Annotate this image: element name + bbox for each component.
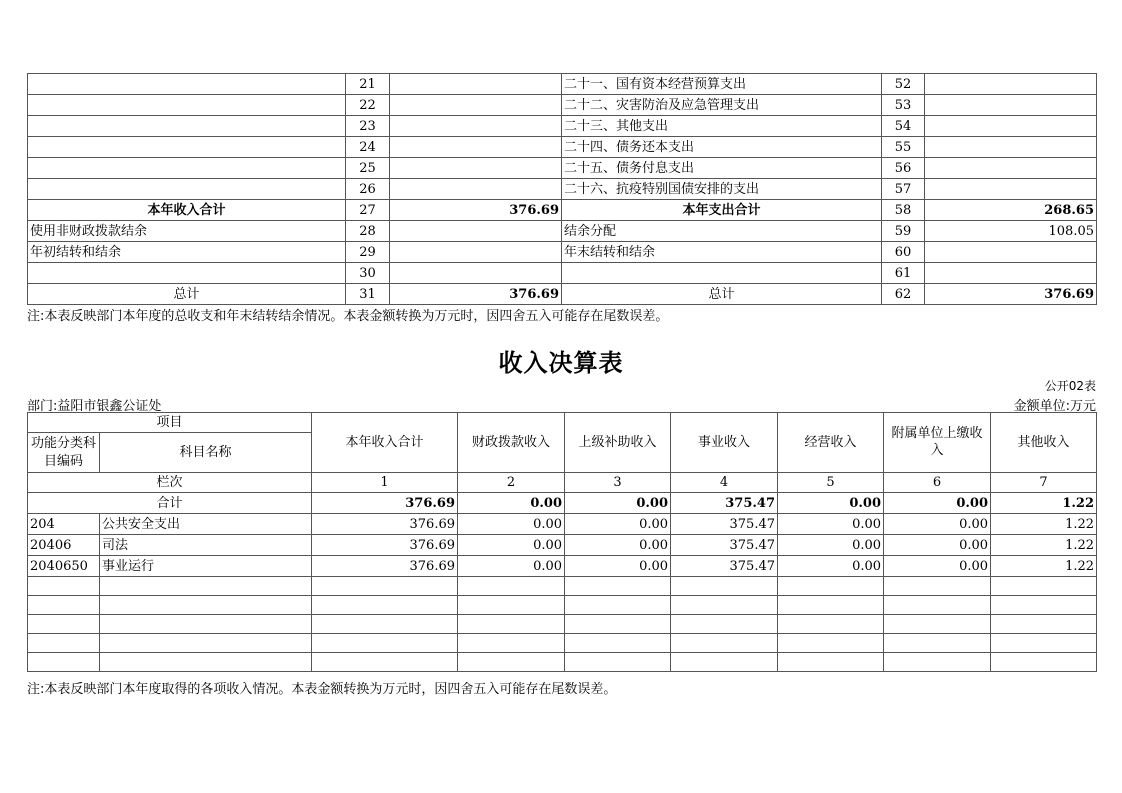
- empty-cell: [458, 653, 565, 672]
- empty-row: [28, 577, 1097, 596]
- summary-row: [28, 95, 1097, 116]
- empty-cell: [778, 653, 884, 672]
- row-value: 376.69: [312, 556, 458, 577]
- summary-left-label: [28, 179, 346, 200]
- empty-cell: [991, 577, 1097, 596]
- empty-cell: [312, 653, 458, 672]
- summary-row: [28, 263, 1097, 284]
- total-value: 0.00: [778, 493, 884, 514]
- empty-cell: [565, 615, 671, 634]
- summary-left-row-no: 23: [346, 116, 390, 137]
- row-value: 375.47: [671, 556, 778, 577]
- empty-cell: [778, 634, 884, 653]
- empty-cell: [28, 596, 100, 615]
- total-row: [28, 493, 1097, 514]
- row-value: 0.00: [778, 514, 884, 535]
- row-value: 0.00: [778, 556, 884, 577]
- summary-right-row-no: 55: [882, 137, 925, 158]
- public-number: 公开02表: [1044, 379, 1096, 393]
- total-value: 1.22: [991, 493, 1097, 514]
- row-value: 1.22: [991, 556, 1097, 577]
- summary-left-value: [390, 116, 562, 137]
- empty-cell: [991, 615, 1097, 634]
- table-row: [28, 535, 1097, 556]
- page-title: 收入决算表: [498, 349, 624, 377]
- total-value: 0.00: [565, 493, 671, 514]
- summary-right-value: 108.05: [925, 221, 1097, 242]
- table-row: [28, 556, 1097, 577]
- summary-left-row-no: 26: [346, 179, 390, 200]
- empty-cell: [778, 615, 884, 634]
- total-value: 375.47: [671, 493, 778, 514]
- empty-cell: [884, 615, 991, 634]
- summary-right-value: 376.69: [925, 284, 1097, 305]
- summary-row: [28, 284, 1097, 305]
- row-value: 0.00: [884, 556, 991, 577]
- total-value: 376.69: [312, 493, 458, 514]
- summary-left-row-no: 29: [346, 242, 390, 263]
- summary-left-label: [28, 74, 346, 95]
- summary-right-label: 总计: [562, 284, 882, 305]
- summary-left-label: 使用非财政拨款结余: [28, 221, 346, 242]
- empty-cell: [28, 577, 100, 596]
- summary-left-label: [28, 95, 346, 116]
- summary-left-value: 376.69: [390, 200, 562, 221]
- summary-left-label: [28, 116, 346, 137]
- empty-cell: [991, 596, 1097, 615]
- total-value: 0.00: [884, 493, 991, 514]
- header-subject-name: 科目名称: [100, 433, 312, 473]
- summary-right-row-no: 62: [882, 284, 925, 305]
- summary-row: [28, 179, 1097, 200]
- empty-cell: [671, 615, 778, 634]
- row-value: 0.00: [565, 514, 671, 535]
- empty-cell: [991, 634, 1097, 653]
- summary-row: [28, 158, 1097, 179]
- subject-code: 2040650: [28, 556, 100, 577]
- summary-left-label: [28, 158, 346, 179]
- summary-left-value: 376.69: [390, 284, 562, 305]
- summary-left-value: [390, 221, 562, 242]
- summary-right-value: [925, 74, 1097, 95]
- summary-left-row-no: 21: [346, 74, 390, 95]
- summary-left-row-no: 24: [346, 137, 390, 158]
- header-col-7: 其他收入: [991, 413, 1097, 473]
- header-col-4: 事业收入: [671, 413, 778, 473]
- summary-left-row-no: 30: [346, 263, 390, 284]
- summary-table: [27, 73, 1097, 305]
- summary-right-row-no: 59: [882, 221, 925, 242]
- summary-left-value: [390, 179, 562, 200]
- summary-left-value: [390, 137, 562, 158]
- summary-row: [28, 137, 1097, 158]
- subject-name: 公共安全支出: [100, 514, 312, 535]
- row-value: 0.00: [565, 535, 671, 556]
- summary-right-label: 二十一、国有资本经营预算支出: [562, 74, 882, 95]
- row-value: 0.00: [458, 535, 565, 556]
- row-value: 376.69: [312, 514, 458, 535]
- subject-name: 事业运行: [100, 556, 312, 577]
- summary-note: 注:本表反映部门本年度的总收支和年末结转结余情况。本表金额转换为万元时，因四舍五入可能存在尾数误差。: [27, 309, 669, 324]
- row-value: 0.00: [565, 556, 671, 577]
- summary-left-label: [28, 137, 346, 158]
- summary-left-value: [390, 158, 562, 179]
- summary-right-row-no: 52: [882, 74, 925, 95]
- header-col-3: 上级补助收入: [565, 413, 671, 473]
- summary-right-row-no: 61: [882, 263, 925, 284]
- row-value: 0.00: [884, 514, 991, 535]
- summary-right-row-no: 58: [882, 200, 925, 221]
- summary-left-value: [390, 242, 562, 263]
- subject-name: 司法: [100, 535, 312, 556]
- empty-cell: [565, 577, 671, 596]
- summary-left-row-no: 31: [346, 284, 390, 305]
- summary-right-label: 二十二、灾害防治及应急管理支出: [562, 95, 882, 116]
- income-table: [27, 412, 1097, 672]
- row-value: 0.00: [458, 556, 565, 577]
- col-index-4: 4: [671, 473, 778, 493]
- empty-cell: [28, 634, 100, 653]
- col-index-label: 栏次: [28, 473, 312, 493]
- summary-row: [28, 242, 1097, 263]
- empty-row: [28, 615, 1097, 634]
- summary-right-value: [925, 158, 1097, 179]
- summary-left-label: 年初结转和结余: [28, 242, 346, 263]
- col-index-3: 3: [565, 473, 671, 493]
- summary-left-value: [390, 74, 562, 95]
- summary-right-value: [925, 242, 1097, 263]
- row-value: 1.22: [991, 535, 1097, 556]
- empty-cell: [671, 653, 778, 672]
- empty-cell: [565, 653, 671, 672]
- income-table-body: [28, 493, 1097, 672]
- header-col-5: 经营收入: [778, 413, 884, 473]
- header-func-code: 功能分类科目编码: [28, 433, 100, 473]
- summary-right-label: 二十三、其他支出: [562, 116, 882, 137]
- income-table-header: [28, 413, 1097, 493]
- empty-cell: [991, 653, 1097, 672]
- total-label: 合计: [28, 493, 312, 514]
- summary-right-row-no: 53: [882, 95, 925, 116]
- empty-cell: [884, 596, 991, 615]
- empty-cell: [100, 653, 312, 672]
- empty-cell: [671, 577, 778, 596]
- col-index-6: 6: [884, 473, 991, 493]
- header-col-1: 本年收入合计: [312, 413, 458, 473]
- empty-cell: [100, 615, 312, 634]
- summary-right-value: [925, 137, 1097, 158]
- summary-right-value: 268.65: [925, 200, 1097, 221]
- empty-cell: [312, 577, 458, 596]
- empty-row: [28, 653, 1097, 672]
- empty-cell: [100, 596, 312, 615]
- summary-right-value: [925, 95, 1097, 116]
- subject-code: 20406: [28, 535, 100, 556]
- empty-cell: [671, 596, 778, 615]
- empty-cell: [565, 596, 671, 615]
- empty-cell: [778, 596, 884, 615]
- empty-cell: [100, 634, 312, 653]
- empty-cell: [100, 577, 312, 596]
- summary-row: [28, 200, 1097, 221]
- unit-label: 金额单位:万元: [1013, 399, 1096, 414]
- summary-right-label: [562, 263, 882, 284]
- subject-code: 204: [28, 514, 100, 535]
- summary-right-row-no: 54: [882, 116, 925, 137]
- summary-row: [28, 221, 1097, 242]
- empty-cell: [884, 653, 991, 672]
- header-item: 项目: [28, 413, 312, 433]
- empty-cell: [28, 615, 100, 634]
- header-col-6: 附属单位上缴收入: [884, 413, 991, 473]
- empty-cell: [884, 577, 991, 596]
- summary-left-value: [390, 95, 562, 116]
- row-value: 0.00: [778, 535, 884, 556]
- empty-cell: [312, 596, 458, 615]
- summary-left-row-no: 27: [346, 200, 390, 221]
- empty-row: [28, 634, 1097, 653]
- empty-cell: [884, 634, 991, 653]
- row-value: 1.22: [991, 514, 1097, 535]
- summary-left-row-no: 22: [346, 95, 390, 116]
- summary-right-label: 二十四、债务还本支出: [562, 137, 882, 158]
- empty-cell: [28, 653, 100, 672]
- empty-cell: [458, 577, 565, 596]
- empty-cell: [458, 596, 565, 615]
- summary-row: [28, 74, 1097, 95]
- summary-left-row-no: 25: [346, 158, 390, 179]
- summary-table-body: [28, 74, 1097, 305]
- empty-cell: [671, 634, 778, 653]
- summary-right-label: 二十六、抗疫特别国债安排的支出: [562, 179, 882, 200]
- income-note: 注:本表反映部门本年度取得的各项收入情况。本表金额转换为万元时，因四舍五入可能存在尾数误差。: [27, 682, 617, 697]
- summary-right-row-no: 60: [882, 242, 925, 263]
- row-value: 0.00: [884, 535, 991, 556]
- summary-right-row-no: 56: [882, 158, 925, 179]
- summary-right-value: [925, 179, 1097, 200]
- table-row: [28, 514, 1097, 535]
- summary-right-label: 本年支出合计: [562, 200, 882, 221]
- summary-left-row-no: 28: [346, 221, 390, 242]
- col-index-5: 5: [778, 473, 884, 493]
- header-col-2: 财政拨款收入: [458, 413, 565, 473]
- empty-cell: [565, 634, 671, 653]
- col-index-1: 1: [312, 473, 458, 493]
- summary-right-label: 二十五、债务付息支出: [562, 158, 882, 179]
- summary-left-value: [390, 263, 562, 284]
- row-value: 0.00: [458, 514, 565, 535]
- row-value: 375.47: [671, 535, 778, 556]
- row-value: 376.69: [312, 535, 458, 556]
- summary-left-label: [28, 263, 346, 284]
- empty-cell: [778, 577, 884, 596]
- empty-cell: [312, 634, 458, 653]
- summary-right-label: 结余分配: [562, 221, 882, 242]
- summary-right-row-no: 57: [882, 179, 925, 200]
- total-value: 0.00: [458, 493, 565, 514]
- row-value: 375.47: [671, 514, 778, 535]
- col-index-2: 2: [458, 473, 565, 493]
- summary-left-label: 本年收入合计: [28, 200, 346, 221]
- summary-right-value: [925, 263, 1097, 284]
- empty-cell: [458, 615, 565, 634]
- col-index-7: 7: [991, 473, 1097, 493]
- summary-left-label: 总计: [28, 284, 346, 305]
- empty-cell: [312, 615, 458, 634]
- summary-right-value: [925, 116, 1097, 137]
- empty-row: [28, 596, 1097, 615]
- empty-cell: [458, 634, 565, 653]
- department-label: 部门:益阳市银鑫公证处: [27, 399, 162, 414]
- summary-right-label: 年末结转和结余: [562, 242, 882, 263]
- summary-row: [28, 116, 1097, 137]
